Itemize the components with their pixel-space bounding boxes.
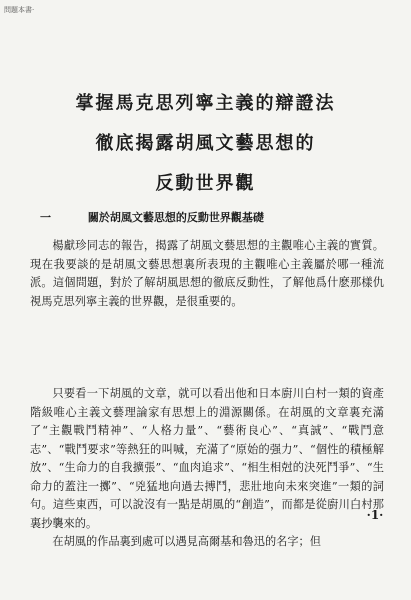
page-number: ·1· (366, 508, 384, 522)
paragraph: 在胡風的作品裏到處可以遇見高爾基和魯迅的名字；但 (52, 535, 321, 548)
title-line-2: 徹底揭露胡風文藝思想的 (95, 133, 316, 154)
title-line-3: 反動世界觀 (155, 173, 256, 194)
section-heading-text: 關於胡風文藝思想的反動世界觀基礎 (87, 211, 264, 224)
article-title (0, 95, 411, 193)
body-text (30, 237, 384, 551)
title-line-1: 掌握馬克思列寧主義的辯證法 (75, 93, 336, 114)
library-stamp: 問題本書· (4, 6, 35, 14)
section-number: 一 (40, 211, 51, 224)
paragraph: 只要看一下胡風的文章，就可以看出他和日本廚川白村一類的資產階級唯心主義文藝理論家有思想上的淵源關係。在胡風的文章裏充滿了“主觀戰鬥精神”、“人格力量”、“藝術良心”、“真誠”、“戰鬥意志”、“戰鬥要求”等熱狂的叫喊，充滿了“原始的强力”、“個性的積極解放”、“生命力的自我擴張”、“血肉追求”、“相生相尅的決死鬥爭”、“生命力的蓋注一擲”、“兇猛地向過去搏鬥，悲壯地向未來突進”一類的詞句。這些東西，可以說沒有一點是胡風的“創造”，而都是從廚川白村那裏抄襲來的。 (30, 387, 384, 530)
section-heading (40, 211, 370, 225)
paragraph: 楊獻珍同志的報告，揭露了胡風文藝思想的主觀唯心主義的實質。現在我要談的是胡風文藝思想裏所表現的主觀唯心主義屬於哪一種流派。這個問題，對於了解胡風思想的徹底反動性，了解他爲什麽那樣仇視馬克思列寧主義的世界觀，是很重要的。 (30, 239, 384, 308)
